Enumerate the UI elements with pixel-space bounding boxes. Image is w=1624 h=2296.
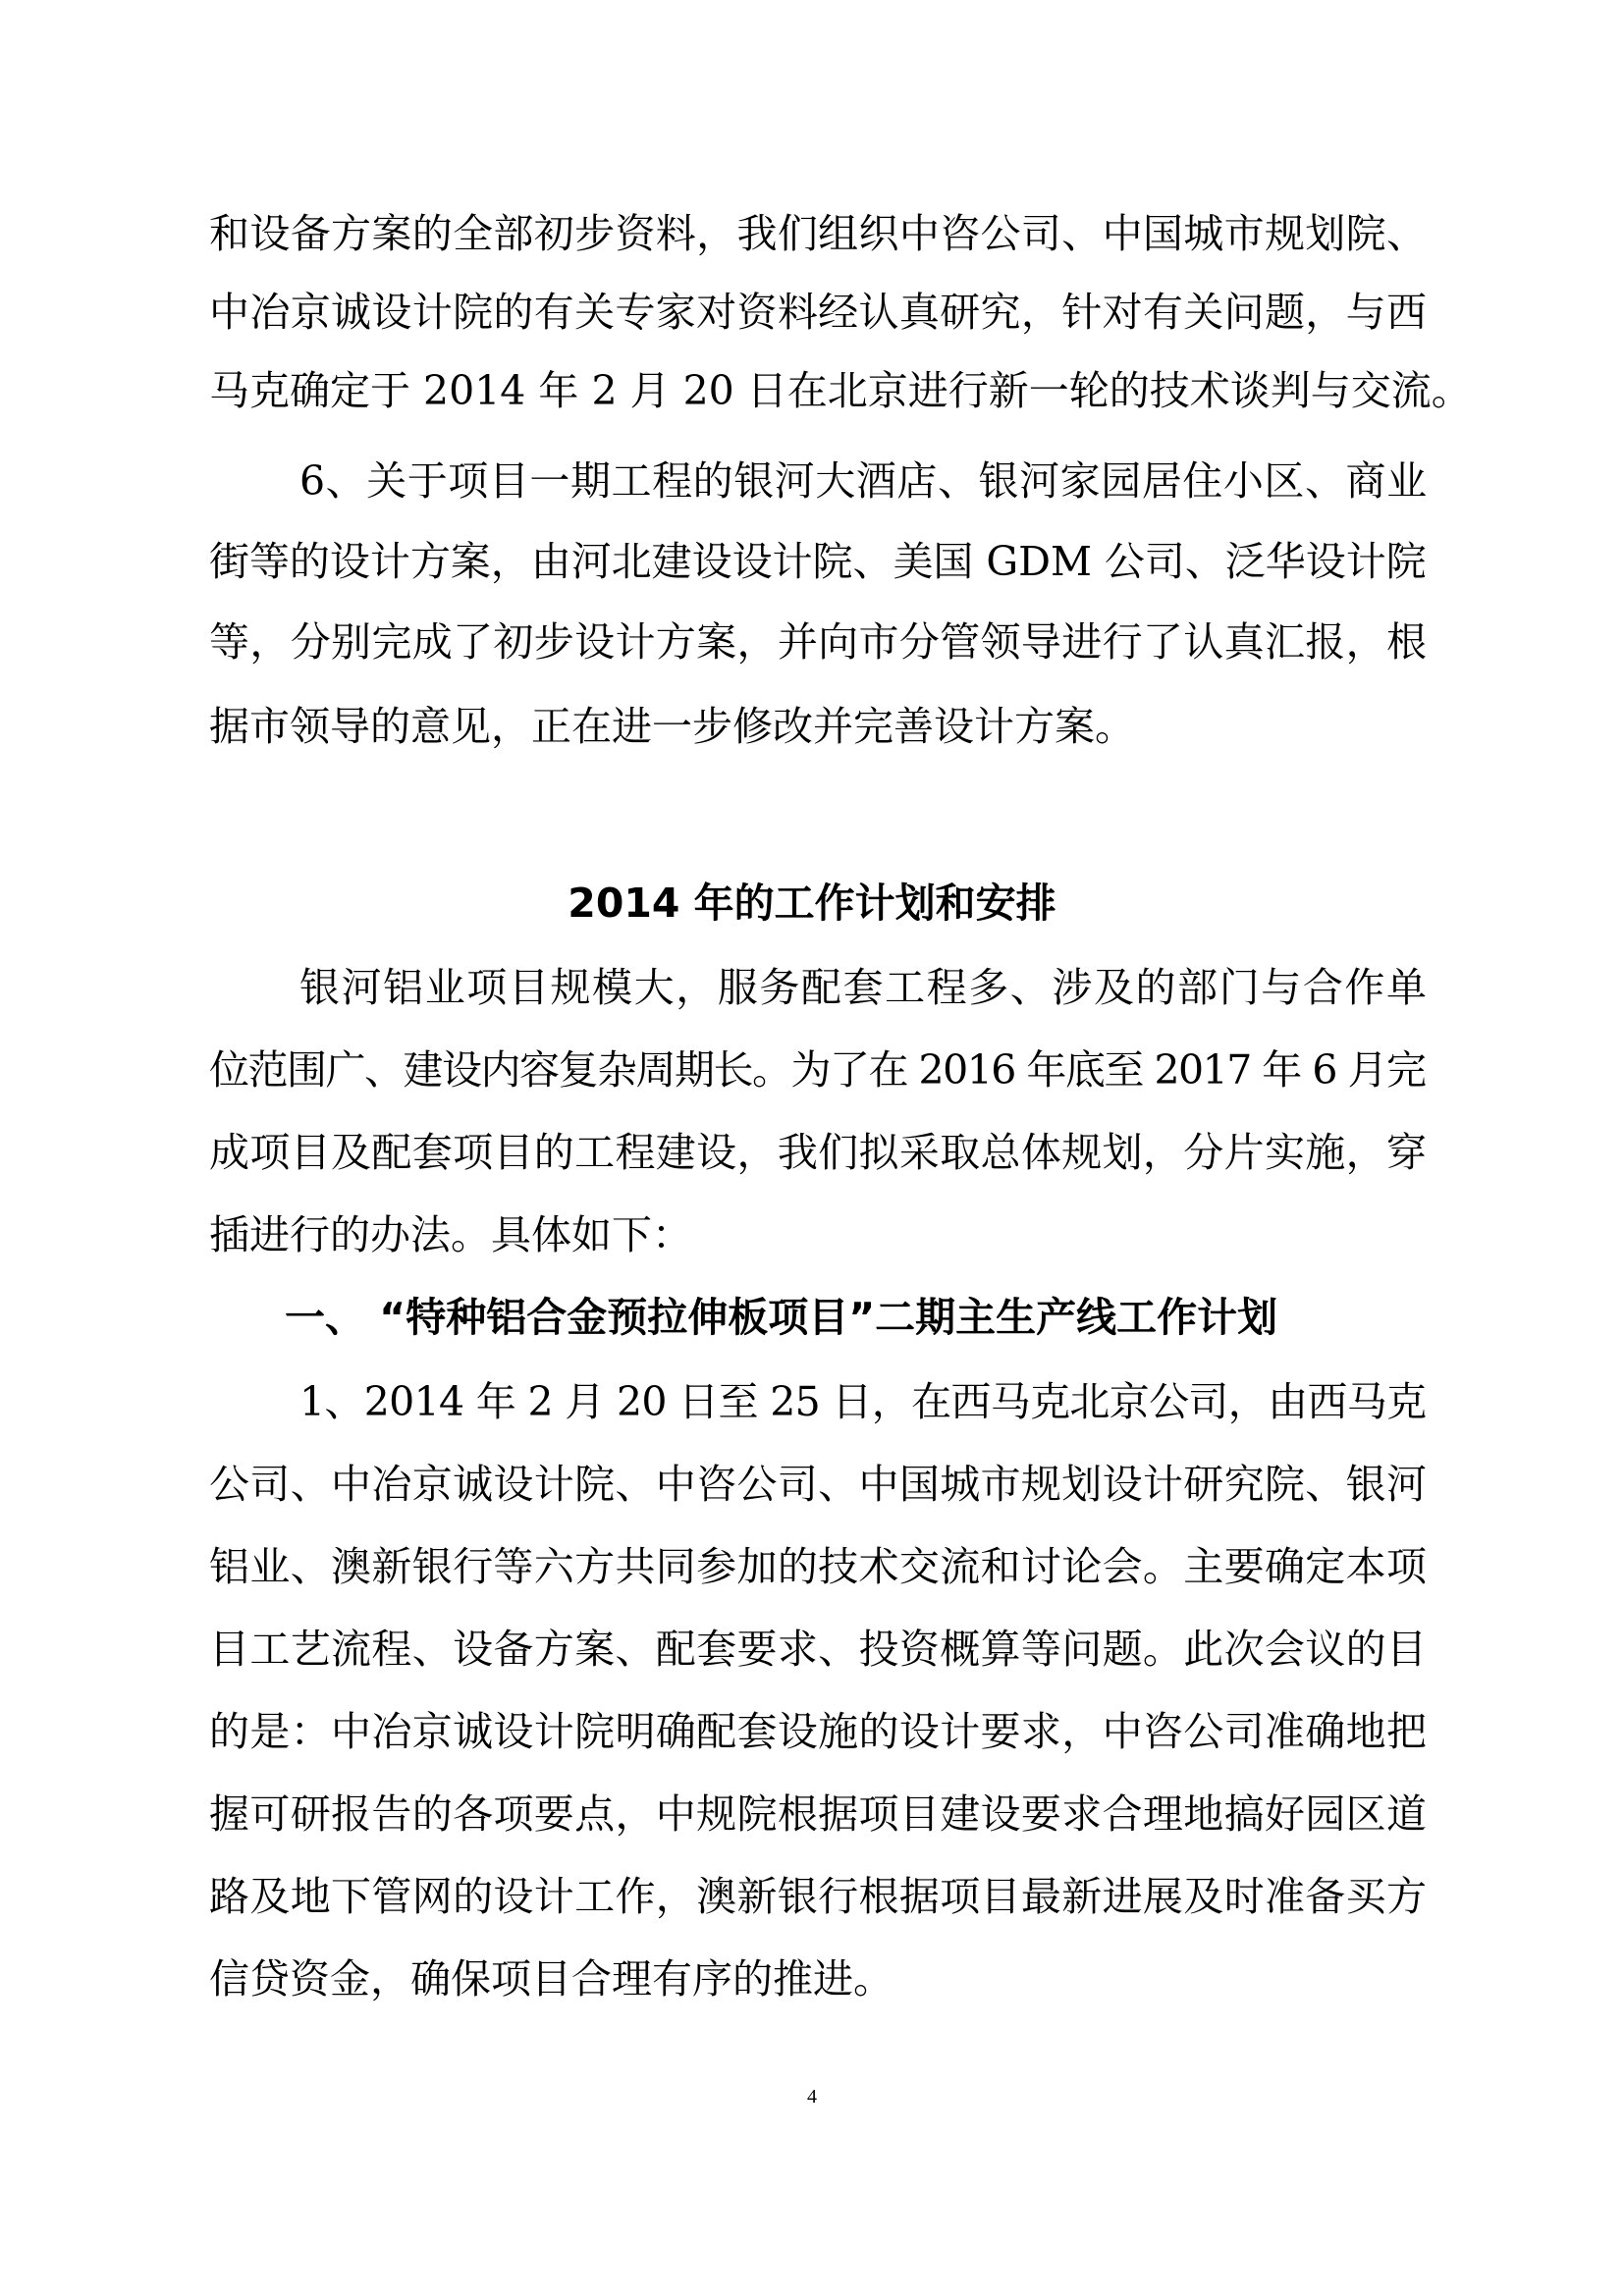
text-line [299, 1362, 1427, 1441]
line-text: 据市领导的意见，正在进一步修改并完善设计方案。 [209, 703, 1135, 750]
text-line [209, 1196, 1427, 1274]
text-line [209, 1692, 1427, 1771]
line-text: 插进行的办法。具体如下： [209, 1211, 692, 1258]
text-line [209, 194, 1427, 273]
line-text: 路及地下管网的设计工作，澳新银行根据项目最新进展及时准备买方 [209, 1873, 1428, 1920]
line-text: 6、关于项目一期工程的银河大酒店、银河家园居住小区、商业 [299, 457, 1428, 505]
text-line [299, 442, 1427, 520]
text-line [209, 1527, 1427, 1606]
text-line [209, 1940, 1427, 2018]
line-text: 成项目及配套项目的工程建设，我们拟采取总体规划，分片实施，穿 [209, 1129, 1428, 1176]
section-heading: 2014 年的工作计划和安排 [568, 880, 1056, 927]
line-text: 公司、中冶京诚设计院、中咨公司、中国城市规划设计研究院、银河 [209, 1461, 1428, 1508]
line-text: 铝业、澳新银行等六方共同参加的技术交流和讨论会。主要确定本项 [209, 1543, 1428, 1590]
line-text: 信贷资金，确保项目合理有序的推进。 [209, 1955, 893, 2002]
line-text: 中冶京诚设计院的有关专家对资料经认真研究，针对有关问题，与西 [209, 289, 1428, 336]
line-text: 马克确定于 2014 年 2 月 20 日在北京进行新一轮的技术谈判与交流。 [209, 367, 1472, 414]
line-text: 银河铝业项目规模大，服务配套工程多、涉及的部门与合作单 [299, 964, 1429, 1011]
page-number: 4 [807, 2086, 817, 2108]
text-line [209, 603, 1427, 681]
line-text: 目工艺流程、设备方案、配套要求、投资概算等问题。此次会议的目 [209, 1626, 1428, 1673]
text-line [209, 1031, 1427, 1109]
line-text: 和设备方案的全部初步资料，我们组织中咨公司、中国城市规划院、 [209, 210, 1428, 257]
text-line [299, 948, 1427, 1027]
text-line [209, 1113, 1427, 1192]
line-text: 街等的设计方案，由河北建设设计院、美国 GDM 公司、泛华设计院 [209, 538, 1427, 585]
text-line [209, 1775, 1427, 1853]
text-line [209, 273, 1427, 351]
line-text: 握可研报告的各项要点，中规院根据项目建设要求合理地搞好园区道 [209, 1790, 1428, 1838]
text-line [209, 522, 1427, 601]
subsection-heading: 一、 “特种铝合金预拉伸板项目”二期主生产线工作计划 [285, 1294, 1278, 1341]
text-line [209, 1445, 1427, 1523]
text-line [209, 351, 1472, 430]
line-text: 等，分别完成了初步设计方案，并向市分管领导进行了认真汇报，根 [209, 618, 1428, 666]
line-text: 位范围广、建设内容复杂周期长。为了在 2016 年底至 2017 年 6 月完 [209, 1046, 1426, 1094]
line-text: 的是：中冶京诚设计院明确配套设施的设计要求，中咨公司准确地把 [209, 1708, 1428, 1755]
line-text: 1、2014 年 2 月 20 日至 25 日，在西马克北京公司，由西马克 [299, 1378, 1427, 1425]
text-line [209, 1857, 1427, 1936]
text-line [209, 1610, 1427, 1688]
text-line [209, 687, 1427, 766]
